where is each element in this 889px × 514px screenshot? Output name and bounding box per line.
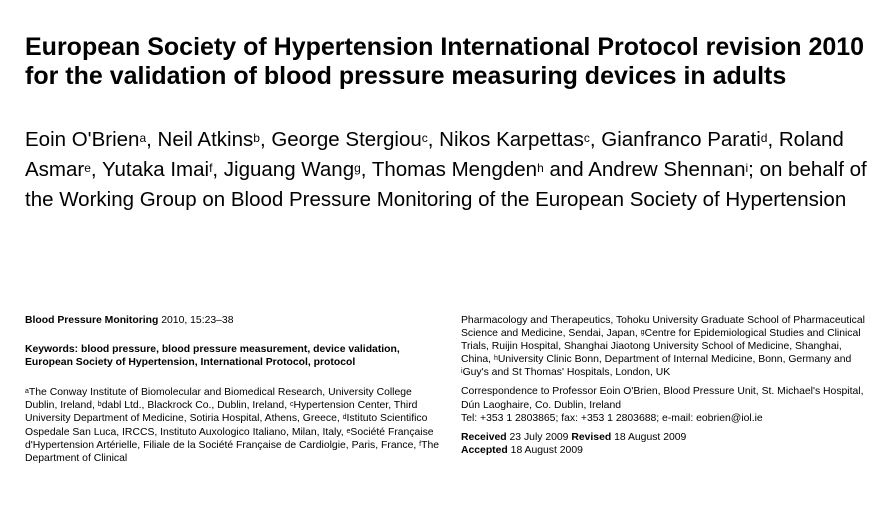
affiliation-marker: b <box>253 131 260 145</box>
author-list <box>25 125 885 215</box>
affiliation-marker: e <box>84 161 91 175</box>
revised-label: Revised <box>571 431 612 443</box>
affiliation-marker: a <box>139 131 147 145</box>
keywords: Keywords: blood pressure, blood pressure measurement, device validation, European Society of Hypertension, International Protocol, protocol <box>25 344 400 369</box>
affiliation: The Conway Institute of Biomolecular and Biomedical Research, University College Dublin, Ireland, <box>25 387 412 412</box>
affiliation-marker: d <box>342 414 347 422</box>
citation-details: 2010, 15:23–38 <box>158 315 234 326</box>
citation <box>25 314 440 327</box>
contact-details: Tel: +353 1 2803865; fax: +353 1 2803688; e-mail: eobrien@iol.ie <box>461 412 763 424</box>
accepted-label: Accepted <box>461 444 508 456</box>
affiliation: Société Française d'Hypertension Artérielle, Filiale de la Société Française de Cardiolgie, Paris, France, <box>25 426 434 451</box>
author-name: and Andrew Shennan <box>543 158 746 181</box>
affiliation-marker: i <box>745 161 749 175</box>
author-name: , Yutaka Imai <box>90 158 210 181</box>
article-title: European Society of Hypertension International Protocol revision 2010 for the validation of blood pressure measuring devices in adults <box>25 33 865 90</box>
affiliation-marker: g <box>640 329 645 337</box>
affiliation-marker: a <box>25 388 29 396</box>
front-matter-left-column <box>25 314 440 465</box>
received-revised-dates <box>461 431 871 444</box>
affiliation-marker: c <box>421 131 428 145</box>
affiliation-marker: e <box>346 427 351 435</box>
affiliation: University Clinic Bonn, Department of Internal Medicine, Bonn, Germany and <box>497 354 852 366</box>
journal-name: Blood Pressure Monitoring <box>25 315 159 326</box>
affiliations-part-1 <box>25 386 440 465</box>
correspondence: Correspondence to Professor Eoin O'Brien, Blood Pressure Unit, St. Michael's Hospital, Dún Laoghaire, Co. Dublin, Ireland <box>461 386 864 411</box>
affiliation-marker: c <box>583 131 590 145</box>
author-name: Eoin O'Brien <box>25 128 140 151</box>
affiliation-marker: d <box>760 131 768 145</box>
affiliation: Centre for Epidemiological Studies and Clinical Trials, Ruijin Hospital, Shanghai Jiaotong University School of Medicine, Shanghai, China, <box>461 328 861 366</box>
front-matter-right-column <box>461 314 871 457</box>
author-name: , Thomas Mengden <box>360 158 538 181</box>
affiliation-marker: h <box>537 161 544 175</box>
working-group-text: ; on behalf of the Working Group on Blood Pressure Monitoring of the European Society of Hypertension <box>25 158 867 211</box>
received-label: Received <box>461 431 507 443</box>
author-name: , George Stergiou <box>259 128 422 151</box>
affiliation: Istituto Scientifico Ospedale San Luca, IRCCS, Instituto Auxologico Italiano, Milan, Italy, <box>25 413 428 438</box>
accepted-date-line <box>461 444 871 457</box>
revised-date: 18 August 2009 <box>611 431 687 443</box>
affiliation: Hypertension Center, Third University Department of Medicine, Sotiria Hospital, Athens, Greece, <box>25 400 418 425</box>
affiliation-marker: i <box>461 368 463 376</box>
affiliation-marker: b <box>97 401 102 409</box>
affiliation-marker: c <box>289 401 294 409</box>
accepted-date: 18 August 2009 <box>507 444 583 456</box>
affiliation-marker: h <box>493 355 498 363</box>
affiliation-marker: g <box>354 161 361 175</box>
affiliation-marker: f <box>419 440 422 448</box>
affiliation: The Department of Clinical <box>25 439 439 464</box>
author-name: , Jiguang Wang <box>212 158 355 181</box>
author-name: , Roland Asmar <box>25 128 844 181</box>
author-name: , Nikos Karpettas <box>427 128 584 151</box>
affiliation: Pharmacology and Therapeutics, Tohoku University Graduate School of Pharmaceutical Science and Medicine, Sendai, Japan, <box>461 315 865 340</box>
affiliation-marker: f <box>209 161 213 175</box>
author-name: , Gianfranco Parati <box>589 128 761 151</box>
affiliation: Guy's and St Thomas' Hospitals, London, UK <box>462 367 671 379</box>
author-name: , Neil Atkins <box>146 128 254 151</box>
affiliations-part-2 <box>461 314 871 379</box>
received-date: 23 July 2009 <box>506 431 572 443</box>
affiliation: dabl Ltd., Blackrock Co., Dublin, Ireland, <box>101 400 290 412</box>
